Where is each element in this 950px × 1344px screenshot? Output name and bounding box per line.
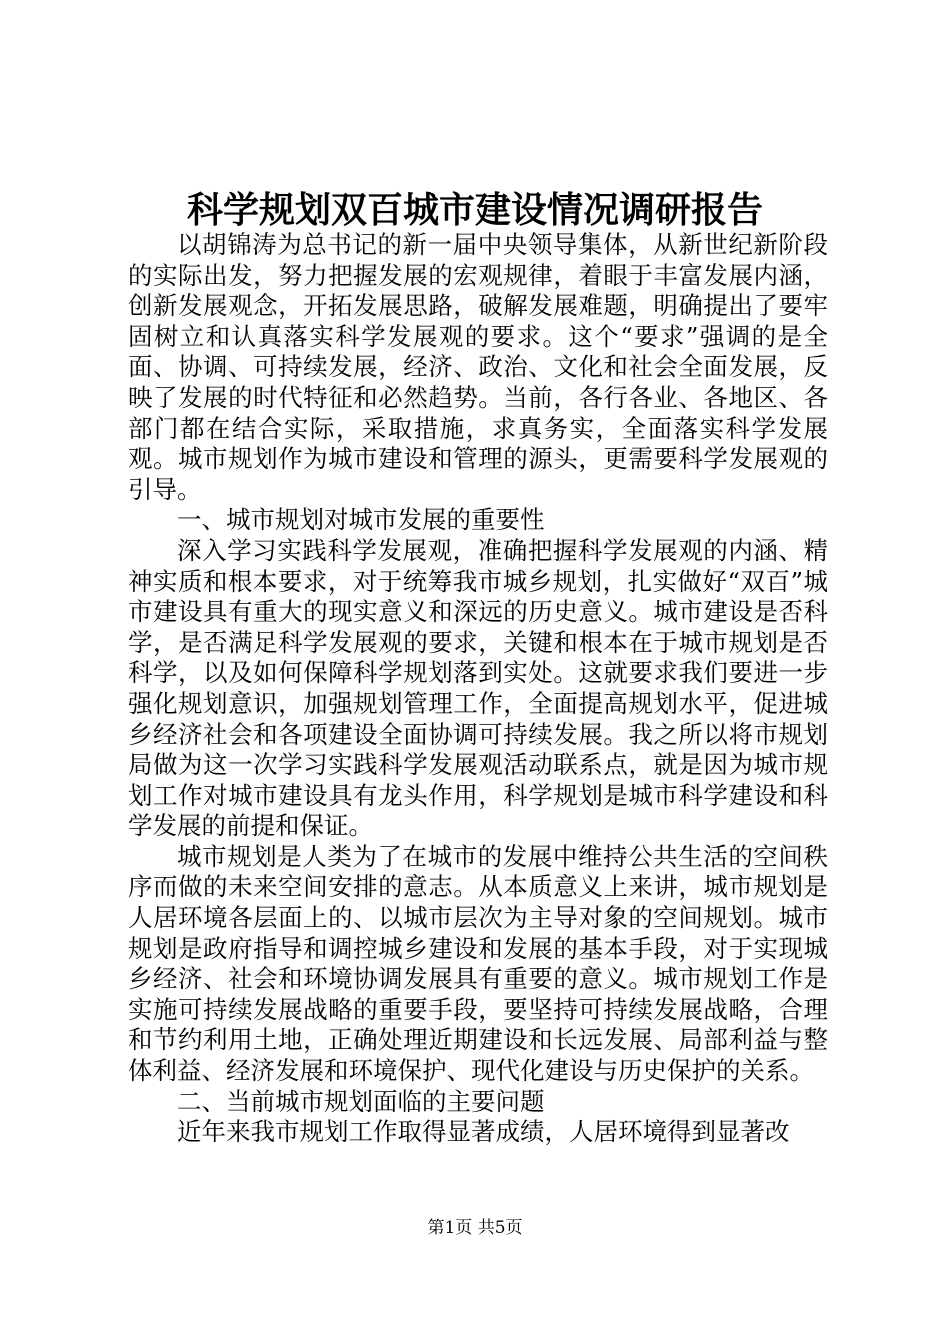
- section-heading-2: 二、当前城市规划面临的主要问题: [177, 1086, 545, 1116]
- document-title: 科学规划双百城市建设情况调研报告: [186, 189, 763, 231]
- section-heading-1: 一、城市规划对城市发展的重要性: [177, 505, 545, 535]
- paragraph-intro: 以胡锦涛为总书记的新一届中央领导集体，从新世纪新阶段的实际出发，努力把握发展的宏观规律，着眼于丰富发展内涵，创新发展观念，开拓发展思路，破解发展难题，明确提出了要牢固树立和认真落实科学发展观的要求。这个“要求”强调的是全面、协调、可持续发展，经济、政治、文化和社会全面发展，反映了发展的时代特征和必然趋势。当前，各行各业、各地区、各部门都在结合实际，采取措施，求真务实，全面落实科学发展观。城市规划作为城市建设和管理的源头，更需要科学发展观的引导。: [128, 230, 828, 504]
- paragraph-section-1-b: 城市规划是人类为了在城市的发展中维持公共生活的空间秩序而做的未来空间安排的意志。从本质意义上来讲，城市规划是人居环境各层面上的、以城市层次为主导对象的空间规划。城市规划是政府指导和调控城乡建设和发展的基本手段，对于实现城乡经济、社会和环境协调发展具有重要的意义。城市规划工作是实施可持续发展战略的重要手段，要坚持可持续发展战略，合理和节约利用土地，正确处理近期建设和长远发展、局部利益与整体利益、经济发展和环境保护、现代化建设与历史保护的关系。: [128, 841, 828, 1086]
- paragraph-section-1-a: 深入学习实践科学发展观，准确把握科学发展观的内涵、精神实质和根本要求，对于统筹我市城乡规划，扎实做好“双百”城市建设具有重大的现实意义和深远的历史意义。城市建设是否科学，是否满足科学发展观的要求，关键和根本在于城市规划是否科学，以及如何保障科学规划落到实处。这就要求我们要进一步强化规划意识，加强规划管理工作，全面提高规划水平，促进城乡经济社会和各项建设全面协调可持续发展。我之所以将市规划局做为这一次学习实践科学发展观活动联系点，就是因为城市规划工作对城市建设具有龙头作用，科学规划是城市科学建设和科学发展的前提和保证。: [128, 535, 828, 841]
- document-body: [128, 230, 828, 1148]
- paragraph-section-2-a: 近年来我市规划工作取得显著成绩，人居环境得到显著改: [177, 1117, 790, 1147]
- page-footer: 第1页 共5页: [427, 1218, 523, 1238]
